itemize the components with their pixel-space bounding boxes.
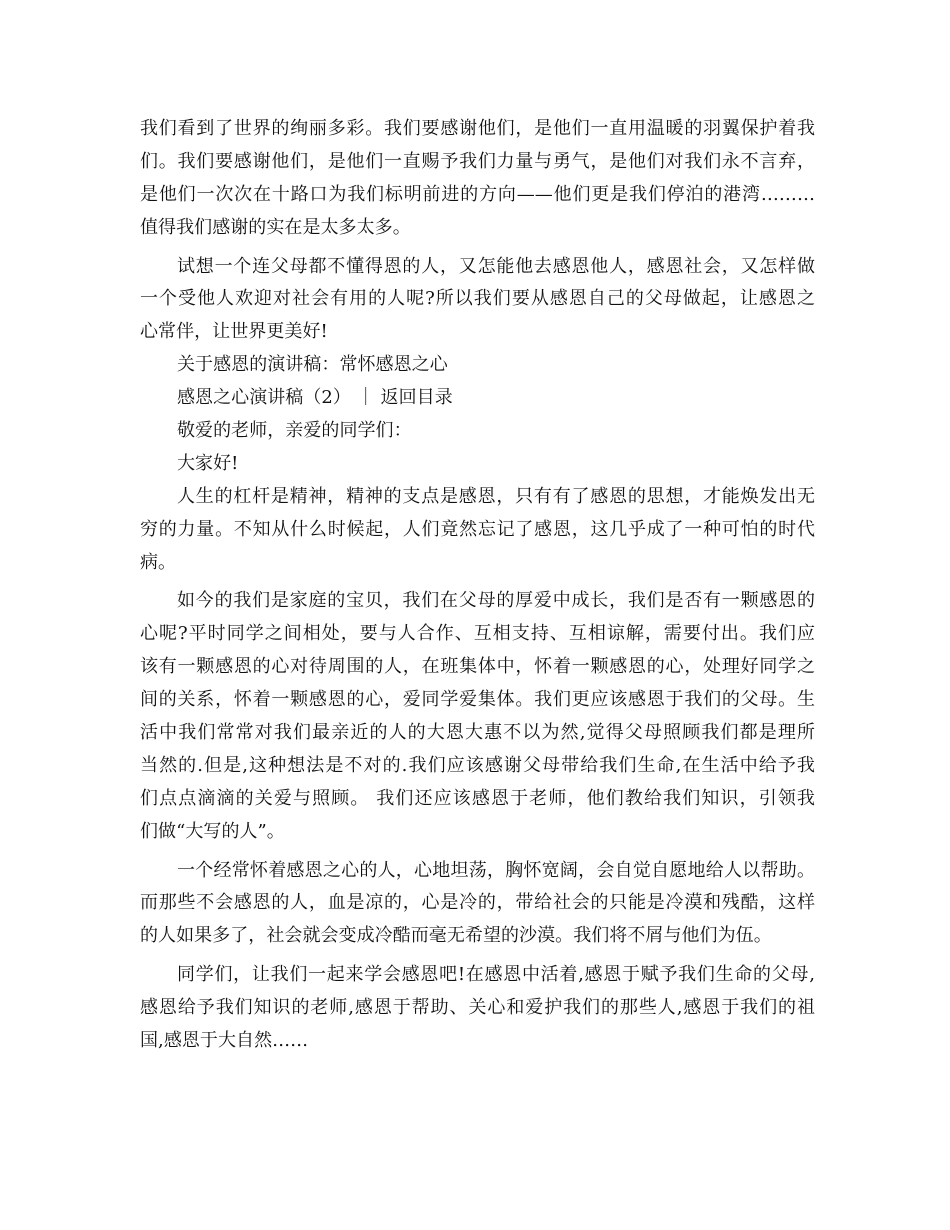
text-line: 一个受他人欢迎对社会有用的人呢?所以我们要从感恩自己的父母做起，让感恩之 bbox=[140, 288, 815, 310]
text-line: 试想一个连父母都不懂得恩的人，又怎能他去感恩他人，感恩社会，又怎样做 bbox=[177, 255, 815, 277]
text-line: 关于感恩的演讲稿：常怀感恩之心 bbox=[177, 354, 448, 376]
text-line: 们点点滴滴的关爱与照顾。 我们还应该感恩于老师，他们教给我们知识，引领我 bbox=[140, 787, 815, 809]
text-line: 敬爱的老师，亲爱的同学们： bbox=[177, 420, 412, 442]
text-line: 活中我们常常对我们最亲近的人的大恩大惠不以为然,觉得父母照顾我们都是理所 bbox=[140, 722, 815, 744]
text-line: 同学们，让我们一起来学会感恩吧!在感恩中活着,感恩于赋予我们生命的父母, bbox=[177, 964, 815, 986]
text-line: 感恩给予我们知识的老师,感恩于帮助、关心和爱护我们的那些人,感恩于我们的祖 bbox=[140, 997, 815, 1019]
document-body bbox=[140, 113, 815, 1058]
text-line: 人生的杠杆是精神，精神的支点是感恩，只有有了感恩的思想，才能焕发出无 bbox=[177, 485, 815, 507]
text-line: 一个经常怀着感恩之心的人，心地坦荡，胸怀宽阔，会自觉自愿地给人以帮助。 bbox=[177, 859, 815, 881]
text-line: 大家好! bbox=[177, 452, 239, 474]
text-line: 们做“大写的人”。 bbox=[140, 820, 285, 842]
text-line: 国,感恩于大自然…… bbox=[140, 1030, 309, 1052]
text-line: 该有一颗感恩的心对待周围的人，在班集体中，怀着一颗感恩的心，处理好同学之 bbox=[140, 656, 815, 678]
text-line: 间的关系，怀着一颗感恩的心，爱同学爱集体。我们更应该感恩于我们的父母。生 bbox=[140, 689, 815, 711]
text-line: 的人如果多了，社会就会变成冷酷而毫无希望的沙漠。我们将不屑与他们为伍。 bbox=[140, 925, 772, 947]
text-line: 心常伴，让世界更美好! bbox=[140, 321, 328, 343]
text-line: 我们看到了世界的绚丽多彩。我们要感谢他们，是他们一直用温暖的羽翼保护着我 bbox=[140, 118, 815, 139]
text-line: 心呢?平时同学之间相处，要与人合作、互相支持、互相谅解，需要付出。我们应 bbox=[140, 623, 815, 645]
text-line: 当然的.但是,这种想法是不对的.我们应该感谢父母带给我们生命,在生活中给予我 bbox=[140, 754, 815, 776]
text-line: 们。我们要感谢他们，是他们一直赐予我们力量与勇气，是他们对我们永不言弃， bbox=[140, 150, 815, 172]
text-line: 如今的我们是家庭的宝贝，我们在父母的厚爱中成长，我们是否有一颗感恩的 bbox=[177, 590, 815, 612]
text-line: 而那些不会感恩的人，血是凉的，心是冷的，带给社会的只能是冷漠和残酷，这样 bbox=[140, 892, 815, 914]
text-line: 值得我们感谢的实在是太多太多。 bbox=[140, 216, 411, 238]
text-line: 是他们一次次在十路口为我们标明前进的方向——他们更是我们停泊的港湾……… bbox=[140, 183, 815, 205]
text-line: 穷的力量。不知从什么时候起，人们竟然忘记了感恩，这几乎成了一种可怕的时代 bbox=[140, 518, 815, 540]
text-line: 感恩之心演讲稿（2） ｜ 返回目录 bbox=[177, 387, 453, 409]
text-line: 病。 bbox=[140, 551, 177, 573]
